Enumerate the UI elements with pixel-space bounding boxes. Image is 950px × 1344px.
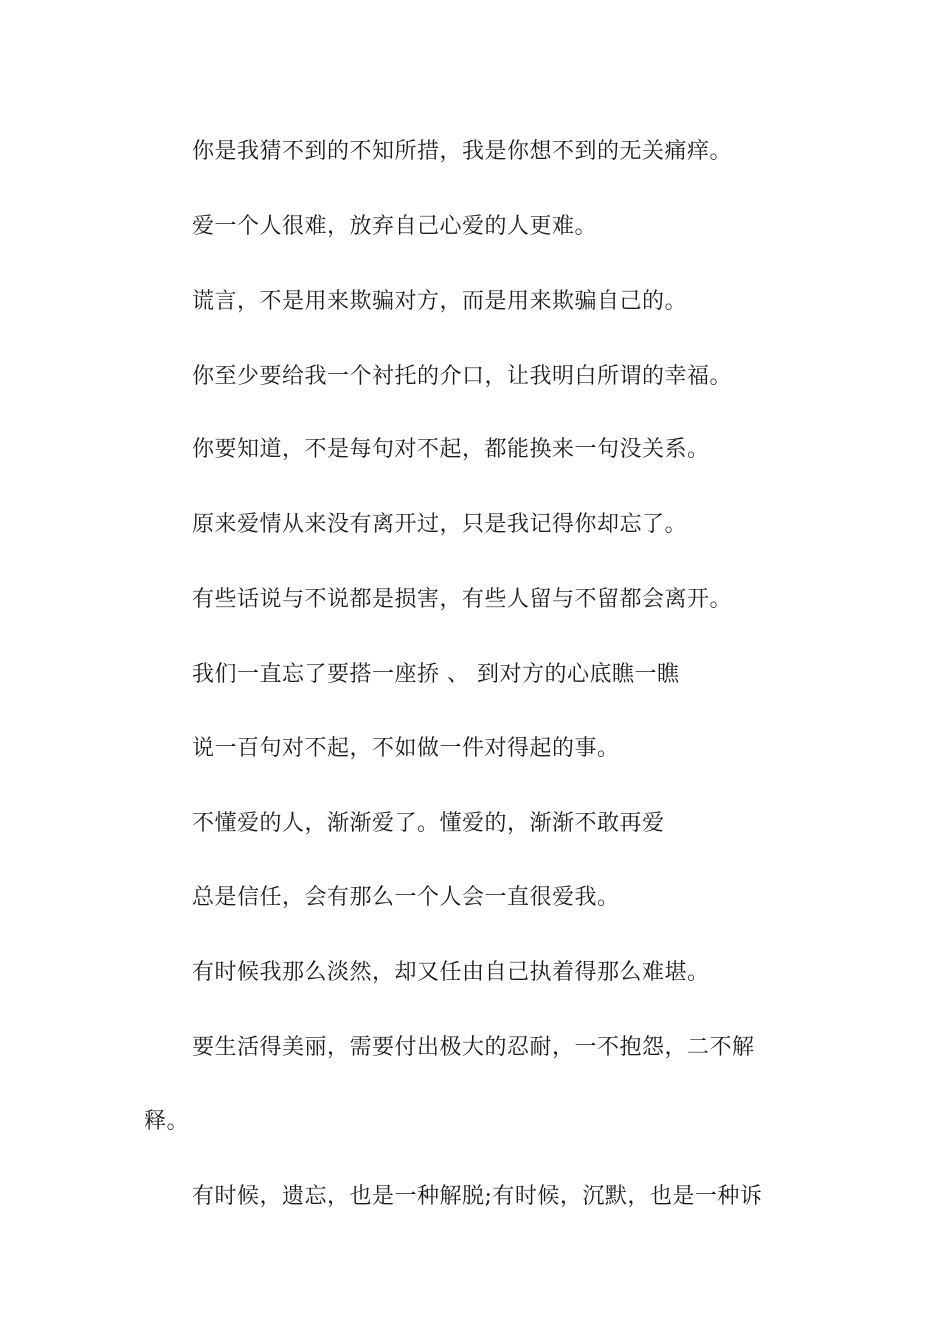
text-line-13: 要生活得美丽，需要付出极大的忍耐，一不抱怨，二不解 [192,1035,755,1060]
text-line-5: 你要知道，不是每句对不起，都能换来一句没关系。 [192,437,710,462]
text-line-8: 我们一直忘了要搭一座挢 、 到对方的心底瞧一瞧 [192,662,680,687]
text-line-7: 有些话说与不说都是损害，有些人留与不留都会离开。 [192,587,733,612]
text-line-10: 不懂爱的人，渐渐爱了。懂爱的，渐渐不敢再爱 [192,811,665,836]
text-line-14: 有时候，遗忘，也是一种解脱;有时候，沉默，也是一种诉 [192,1184,763,1209]
text-line-4: 你至少要给我一个衬托的介口，让我明白所谓的幸福。 [192,364,733,389]
text-line-1: 你是我猜不到的不知所措，我是你想不到的无关痛痒。 [192,139,733,164]
text-line-13-continued: 释。 [144,1109,190,1134]
text-line-6: 原来爱情从来没有离开过，只是我记得你却忘了。 [192,512,688,537]
text-line-3: 谎言，不是用来欺骗对方，而是用来欺骗自己的。 [192,289,688,314]
text-line-2: 爱一个人很难，放弃自己心爱的人更难。 [192,214,598,239]
text-line-9: 说一百句对不起，不如做一件对得起的事。 [192,736,620,761]
text-line-12: 有时候我那么淡然，却又任由自己执着得那么难堪。 [192,960,710,985]
text-line-11: 总是信任，会有那么一个人会一直很爱我。 [192,885,620,910]
